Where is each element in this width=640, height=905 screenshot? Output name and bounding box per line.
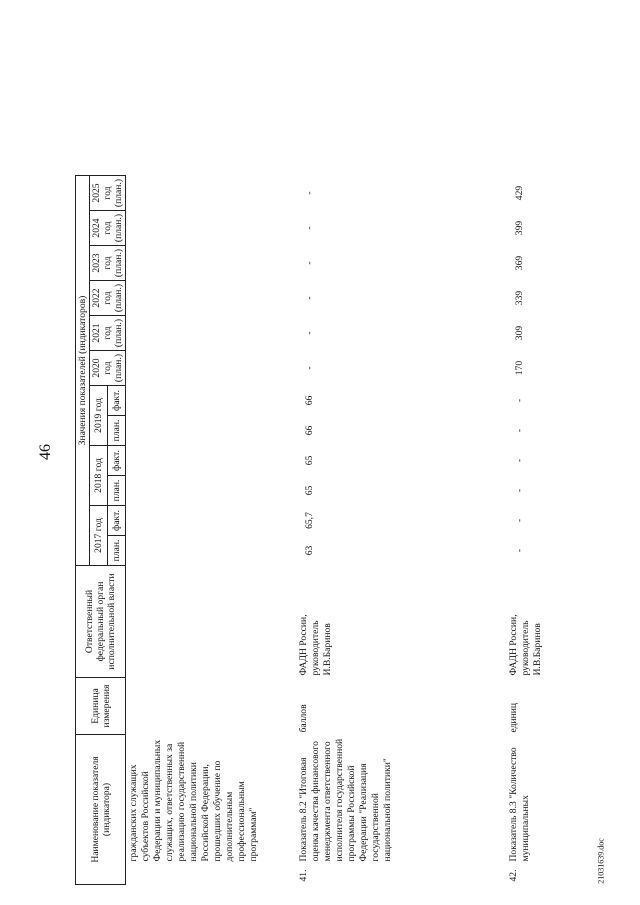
unit-cell: единиц — [507, 702, 519, 733]
row-number: 42. — [507, 869, 519, 882]
page-number: 46 — [37, 444, 54, 460]
value-2017-plan: - — [513, 548, 525, 553]
indicator-name-text: гражданских служащих субъектов Российской Федерации и муниципальных служащих, ответственных за реализацию государственной национальной политики Российской Федерации, прошедших обучение по дополнительным профессиональным программам" — [128, 739, 259, 862]
value-2019-fact: - — [513, 398, 525, 403]
values-group-header: Значения показателей (индикаторов) — [76, 176, 90, 566]
col-2017-header: 2017 год — [90, 506, 108, 566]
col-2021-header: 2021 год (план.) — [90, 316, 126, 351]
col-2018-plan-header: план. — [108, 476, 126, 506]
value-2021: - — [303, 331, 315, 335]
col-2017-fact-header: факт. — [108, 506, 126, 536]
agency-cell: ФАДН России, руководитель И.В.Баринов — [507, 614, 543, 676]
value-2018-plan: 65 — [303, 485, 315, 496]
value-2018-fact: - — [513, 458, 525, 463]
value-2020: - — [303, 366, 315, 370]
agency-cell: ФАДН России, руководитель И.В.Баринов — [297, 614, 333, 676]
value-2025: - — [303, 191, 315, 195]
value-2017-fact: - — [513, 518, 525, 523]
col-2018-fact-header: факт. — [108, 446, 126, 476]
col-name-header: Наименование показателя (индикатора) — [76, 735, 126, 885]
col-agency-header: Ответственный федеральный орган исполнительной власти — [76, 566, 126, 678]
value-2017-plan: 63 — [303, 545, 315, 556]
indicator-name-text: Показатель 8.2 "Итоговая оценка качества финансового менеджмента ответственного исполнителя государственной программы Российской Федерации "Реализация государственной национальной политики" — [297, 738, 393, 862]
value-2022: - — [303, 296, 315, 300]
value-2019-fact: 66 — [303, 395, 315, 406]
indicator-name — [296, 735, 506, 885]
col-2023-header: 2023 год (план.) — [90, 246, 126, 281]
col-2024-header: 2024 год (план.) — [90, 211, 126, 246]
row-number: 41. — [297, 869, 309, 882]
value-2020: 170 — [513, 360, 525, 376]
col-2019-plan-header: план. — [108, 416, 126, 446]
col-unit-header: Единица измерения — [76, 678, 126, 735]
value-2023: 369 — [513, 255, 525, 271]
value-2019-plan: 66 — [303, 425, 315, 436]
value-2017-fact: 65,7 — [303, 512, 315, 529]
col-2019-header: 2019 год — [90, 386, 108, 446]
col-2020-header: 2020 год (план.) — [90, 351, 126, 386]
table-row-continuation — [126, 176, 296, 885]
value-2018-fact: 65 — [303, 455, 315, 466]
indicator-name-text: Показатель 8.3 "Количество муниципальных — [507, 747, 531, 862]
unit-cell: баллов — [297, 704, 309, 733]
indicator-name-continuation — [126, 735, 296, 885]
footer-doc-code: 21031639.doc — [596, 838, 606, 884]
value-2024: 399 — [513, 220, 525, 236]
value-2019-plan: - — [513, 428, 525, 433]
col-2019-fact-header: факт. — [108, 386, 126, 416]
table-row — [296, 176, 506, 885]
col-2018-header: 2018 год — [90, 446, 108, 506]
value-2018-plan: - — [513, 488, 525, 493]
indicators-table — [75, 175, 576, 885]
value-2023: - — [303, 261, 315, 265]
value-2025: 429 — [513, 185, 525, 201]
col-2025-header: 2025 год (план.) — [90, 176, 126, 211]
value-2024: - — [303, 226, 315, 230]
rotated-table-container — [75, 15, 635, 885]
col-2022-header: 2022 год (план.) — [90, 281, 126, 316]
table-row — [506, 176, 576, 885]
col-2017-plan-header: план. — [108, 536, 126, 566]
value-2021: 309 — [513, 325, 525, 341]
indicator-name — [506, 735, 576, 885]
value-2022: 339 — [513, 290, 525, 306]
